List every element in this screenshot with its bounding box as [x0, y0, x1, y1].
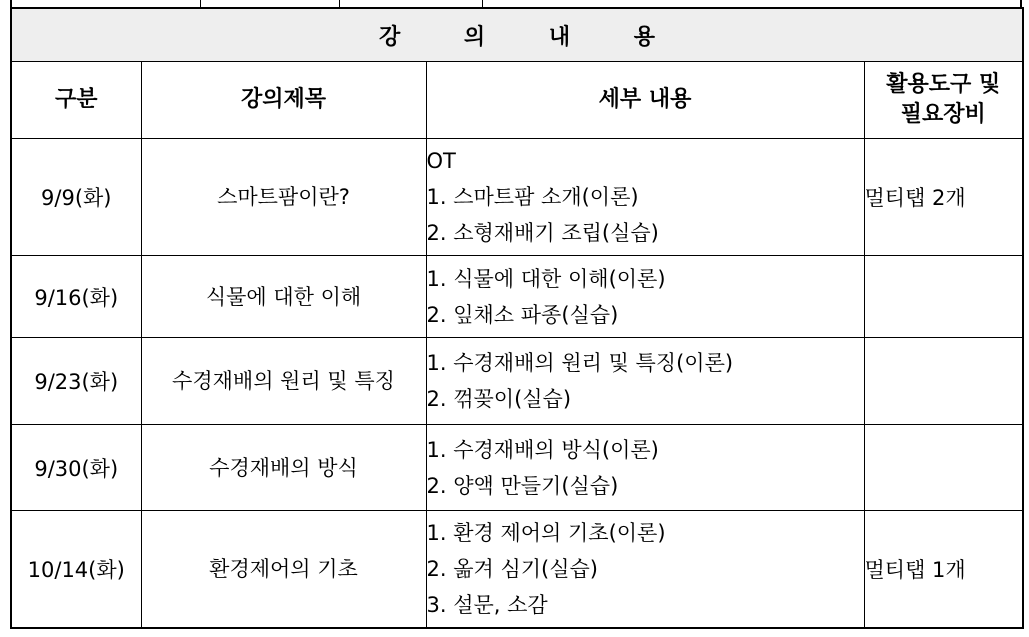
row-equipment: 멀티탭 2개	[864, 139, 1023, 256]
detail-line: OT	[426, 149, 456, 173]
row-details	[426, 139, 864, 256]
detail-line: 1. 식물에 대한 이해(이론)	[426, 266, 666, 291]
detail-line: 3. 설문, 소감	[426, 593, 548, 617]
detail-line: 2. 소형재배기 조립(실습)	[426, 221, 659, 245]
table-row	[11, 338, 1023, 425]
detail-line: 2. 꺾꽂이(실습)	[426, 387, 572, 411]
header-equipment-line2: 필요장비	[900, 102, 986, 127]
row-topic: 수경재배의 원리 및 특징	[141, 338, 426, 425]
row-equipment	[864, 425, 1023, 511]
row-topic: 식물에 대한 이해	[141, 256, 426, 338]
row-topic: 수경재배의 방식	[141, 425, 426, 511]
lecture-schedule-table	[10, 7, 1024, 629]
detail-line: 2. 양액 만들기(실습)	[426, 473, 619, 498]
row-date: 9/16(화)	[11, 256, 141, 338]
table-row	[11, 139, 1023, 256]
row-equipment	[864, 338, 1023, 425]
header-equipment-line1: 활용도구 및	[886, 72, 1001, 97]
detail-line: 1. 환경 제어의 기초(이론)	[426, 521, 666, 545]
row-details	[426, 256, 864, 338]
detail-line: 2. 잎채소 파종(실습)	[426, 302, 619, 327]
row-topic: 환경제어의 기초	[141, 511, 426, 629]
header-row	[11, 62, 1023, 139]
row-date: 9/23(화)	[11, 338, 141, 425]
header-topic: 강의제목	[141, 62, 426, 139]
table-row	[11, 425, 1023, 511]
row-equipment: 멀티탭 1개	[864, 511, 1023, 629]
table-row	[11, 511, 1023, 629]
header-equipment	[864, 62, 1023, 139]
row-details	[426, 338, 864, 425]
table-title-row	[11, 8, 1023, 62]
table-row	[11, 256, 1023, 338]
row-topic: 스마트팜이란?	[141, 139, 426, 256]
detail-line: 1. 수경재배의 원리 및 특징(이론)	[426, 351, 734, 375]
detail-line: 1. 스마트팜 소개(이론)	[426, 185, 639, 209]
row-date: 10/14(화)	[11, 511, 141, 629]
row-date: 9/30(화)	[11, 425, 141, 511]
detail-line: 1. 수경재배의 방식(이론)	[426, 437, 659, 462]
row-details	[426, 511, 864, 629]
table-title: 강 의 내 용	[11, 8, 1023, 62]
detail-line: 2. 옮겨 심기(실습)	[426, 557, 598, 581]
header-date: 구분	[11, 62, 141, 139]
row-equipment	[864, 256, 1023, 338]
row-details	[426, 425, 864, 511]
header-detail: 세부 내용	[426, 62, 864, 139]
row-date: 9/9(화)	[11, 139, 141, 256]
